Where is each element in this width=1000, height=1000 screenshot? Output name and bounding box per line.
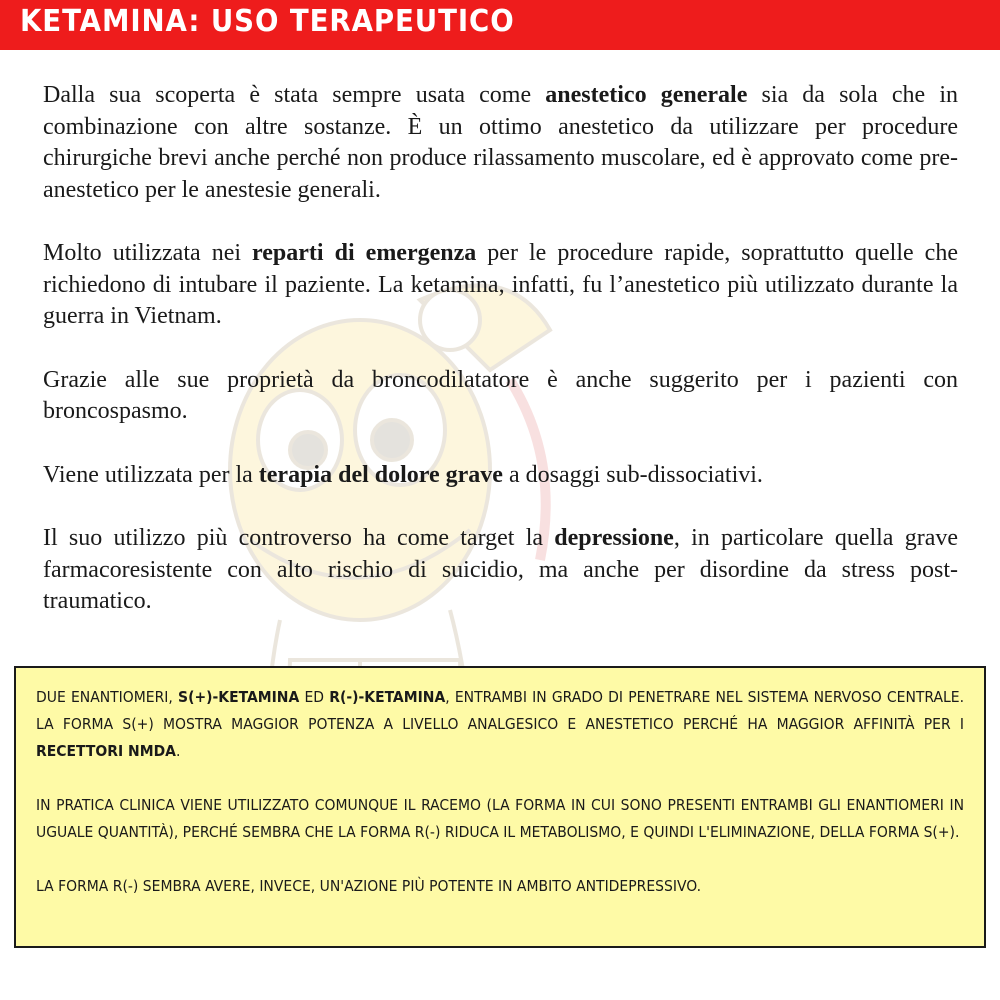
note-box [14,666,986,948]
note-paragraph: IN PRATICA CLINICA VIENE UTILIZZATO COMUNQUE IL RACEMO (LA FORMA IN CUI SONO PRESENTI ENTRAMBI GLI ENANTIOMERI IN UGUALE QUANTITÀ), PERCHÉ SEMBRA CHE LA FORMA R(-) RIDUCA IL METABOLISMO, E QUINDI L'ELIMINAZIONE, DELLA FORMA S(+). [36,796,964,841]
paragraph: Dalla sua scoperta è stata sempre usata come anestetico generale sia da sola che in combinazione con altre sostanze. È un ottimo anestetico da utilizzare per procedure chirurgiche brevi anche perché non produce rilassamento muscolare, ed è approvato come pre-anestetico per le anestesie generali. [43,82,958,203]
title-bar [0,0,1000,50]
paragraph: Molto utilizzata nei reparti di emergenza per le procedure rapide, soprattutto quelle che richiedono di intubare il paziente. La ketamina, infatti, fu l’anestetico più utilizzato durante la guerra in Vietnam. [43,240,958,329]
main-text [43,80,958,650]
note-paragraph: LA FORMA R(-) SEMBRA AVERE, INVECE, UN'AZIONE PIÙ POTENTE IN AMBITO ANTIDEPRESSIVO. [36,877,701,895]
paragraph: Grazie alle sue proprietà da broncodilatatore è anche suggerito per i pazienti con broncospasmo. [43,366,958,424]
note-paragraph: DUE ENANTIOMERI, S(+)-KETAMINA ED R(-)-KETAMINA, ENTRAMBI IN GRADO DI PENETRARE NEL SISTEMA NERVOSO CENTRALE. LA FORMA S(+) MOSTRA MAGGIOR POTENZA A LIVELLO ANALGESICO E ANESTETICO PERCHÉ HA MAGGIOR AFFINITÀ PER I RECETTORI NMDA. [36,688,965,760]
paragraph: Viene utilizzata per la terapia del dolore grave a dosaggi sub-dissociativi. [43,461,763,488]
paragraph: Il suo utilizzo più controverso ha come target la depressione, in particolare quella grave farmacoresistente con alto rischio di suicidio, ma anche per disordine da stress post-traumatico. [43,525,958,614]
page-title: KETAMINA: USO TERAPEUTICO [20,4,515,39]
bold-term: anestetico generale [545,82,748,108]
note-box-text [36,684,964,900]
bold-term: depressione [554,525,674,551]
bold-term: terapia del dolore grave [258,461,503,488]
bold-term: reparti di emergenza [252,240,477,266]
